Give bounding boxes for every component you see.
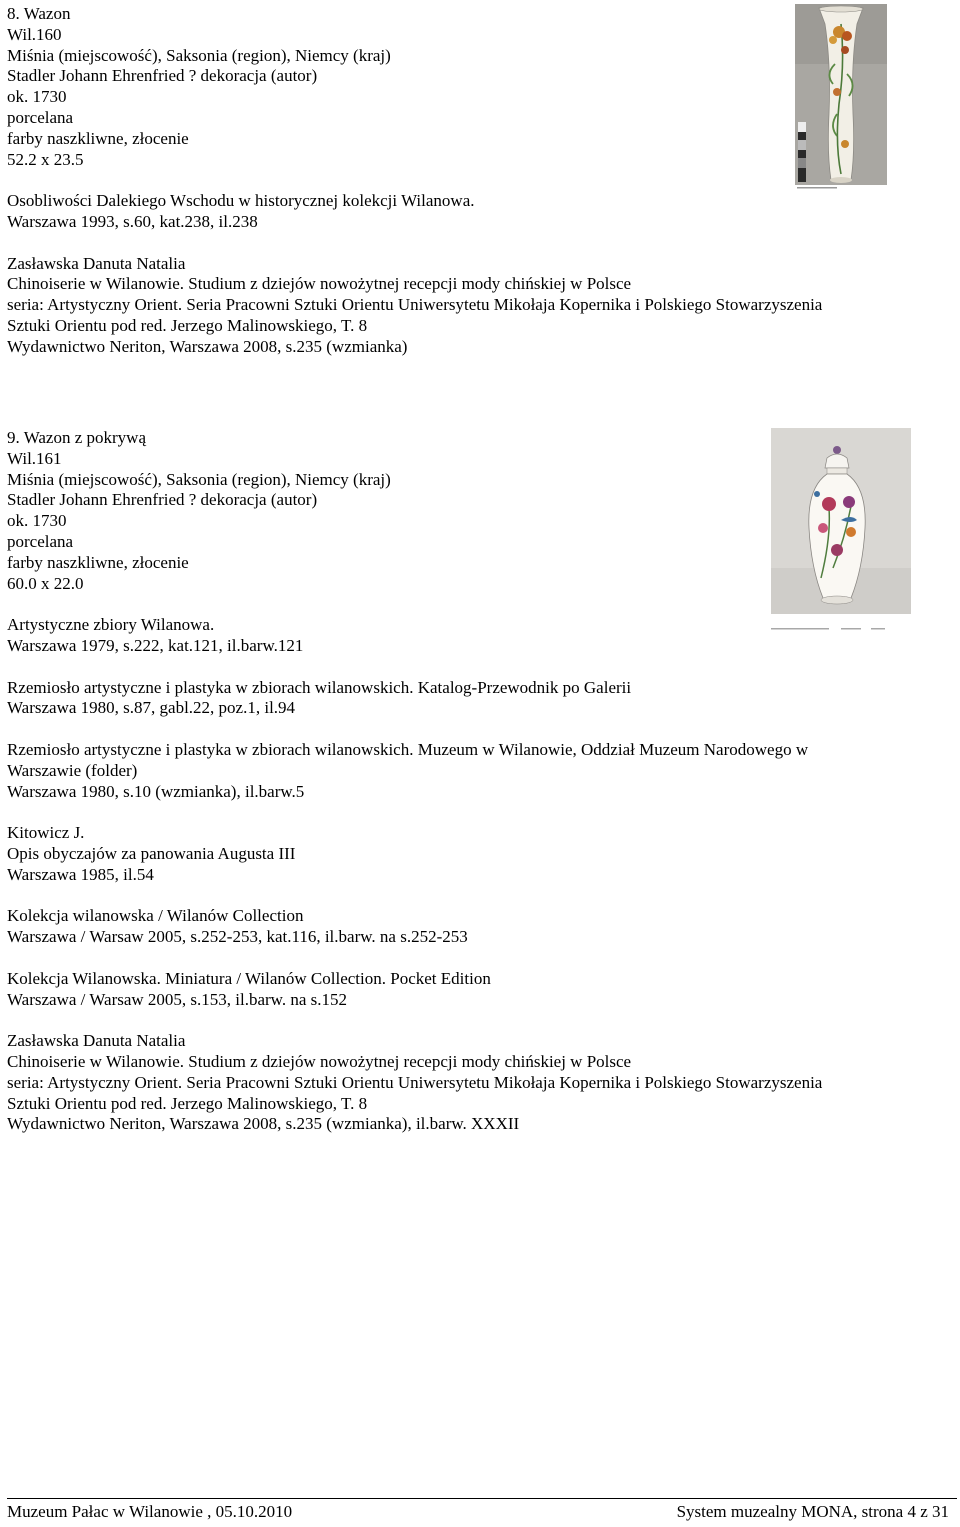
bibliography-line: Artystyczne zbiory Wilanowa. — [7, 615, 215, 635]
bibliography-line: seria: Artystyczny Orient. Seria Pracowni Sztuki Orientu Uniwersytetu Mikołaja Kopernika i Polskiego Stowarzyszenia — [7, 295, 823, 315]
bibliography-line: Warszawa 1979, s.222, kat.121, il.barw.121 — [7, 635, 304, 655]
technique: farby naszkliwne, złocenie — [7, 552, 189, 572]
place-of-origin: Miśnia (miejscowość), Saksonia (region), Niemcy (kraj) — [7, 45, 391, 65]
bibliography-line: Wydawnictwo Neriton, Warszawa 2008, s.235 (wzmianka), il.barw. XXXII — [7, 1114, 520, 1134]
technique: farby naszkliwne, złocenie — [7, 128, 189, 148]
bibliography-line: Chinoiserie w Wilanowie. Studium z dziejów nowożytnej recepcji mody chińskiej w Polsce — [7, 274, 632, 294]
date: ok. 1730 — [7, 87, 67, 107]
footer-page-info: System muzealny MONA, strona 4 z 31 — [676, 1502, 949, 1521]
bibliography-line: Kolekcja Wilanowska. Miniatura / Wilanów Collection. Pocket Edition — [7, 968, 491, 988]
bibliography-line: Warszawie (folder) — [7, 760, 138, 780]
bibliography-line: Rzemiosło artystyczne i plastyka w zbiorach wilanowskich. Muzeum w Wilanowie, Oddział Muzeum Narodowego w — [7, 739, 809, 759]
bibliography-line: Sztuki Orientu pod red. Jerzego Malinowskiego, T. 8 — [7, 1093, 368, 1113]
bibliography-line: Chinoiserie w Wilanowie. Studium z dziejów nowożytnej recepcji mody chińskiej w Polsce — [7, 1051, 632, 1071]
caption-mark — [771, 627, 911, 631]
place-of-origin: Miśnia (miejscowość), Saksonia (region), Niemcy (kraj) — [7, 469, 391, 489]
bibliography-line: Rzemiosło artystyczne i plastyka w zbiorach wilanowskich. Katalog-Przewodnik po Galerii — [7, 677, 632, 697]
bibliography-line: Wydawnictwo Neriton, Warszawa 2008, s.235 (wzmianka) — [7, 336, 408, 356]
vase-photo-wil160 — [795, 4, 887, 191]
photo-caption-strip — [771, 616, 911, 620]
vase-tall-image — [795, 4, 887, 191]
dimensions: 60.0 x 22.0 — [7, 573, 84, 593]
author: Stadler Johann Ehrenfried ? dekoracja (autor) — [7, 490, 318, 510]
bibliography-line: Osobliwości Dalekiego Wschodu w historycznej kolekcji Wilanowa. — [7, 191, 475, 211]
material: porcelana — [7, 107, 74, 127]
bibliography-line: Warszawa 1985, il.54 — [7, 864, 154, 884]
entry-header: 9. Wazon z pokrywą — [7, 428, 146, 447]
bibliography-line: Zasławska Danuta Natalia — [7, 1031, 186, 1051]
entry-header: 8. Wazon — [7, 4, 71, 23]
inventory-number: Wil.160 — [7, 24, 62, 44]
bibliography-line: seria: Artystyczny Orient. Seria Pracowni Sztuki Orientu Uniwersytetu Mikołaja Kopernika i Polskiego Stowarzyszenia — [7, 1072, 823, 1092]
covered-vase-image — [771, 428, 911, 614]
bibliography-line: Kitowicz J. — [7, 823, 85, 843]
vase-photo-wil161 — [771, 428, 911, 614]
bibliography-line: Warszawa 1980, s.87, gabl.22, poz.1, il.94 — [7, 698, 296, 718]
date: ok. 1730 — [7, 511, 67, 531]
catalog-entry-8 — [7, 4, 823, 358]
bibliography-line: Warszawa / Warsaw 2005, s.252-253, kat.116, il.barw. na s.252-253 — [7, 927, 468, 947]
bibliography-line: Sztuki Orientu pod red. Jerzego Malinowskiego, T. 8 — [7, 315, 368, 335]
bibliography-line: Kolekcja wilanowska / Wilanów Collection — [7, 906, 304, 926]
inventory-number: Wil.161 — [7, 448, 62, 468]
footer-institution-date: Muzeum Pałac w Wilanowie , 05.10.2010 — [7, 1502, 293, 1521]
bibliography-line: Zasławska Danuta Natalia — [7, 253, 186, 273]
page-footer — [7, 1498, 957, 1521]
dimensions: 52.2 x 23.5 — [7, 149, 84, 169]
bibliography-line: Warszawa / Warsaw 2005, s.153, il.barw. na s.152 — [7, 989, 348, 1009]
material: porcelana — [7, 531, 74, 551]
bibliography-line: Warszawa 1993, s.60, kat.238, il.238 — [7, 211, 258, 231]
bibliography-line: Opis obyczajów za panowania Augusta III — [7, 843, 296, 863]
author: Stadler Johann Ehrenfried ? dekoracja (autor) — [7, 66, 318, 86]
bibliography-line: Warszawa 1980, s.10 (wzmianka), il.barw.5 — [7, 781, 305, 801]
